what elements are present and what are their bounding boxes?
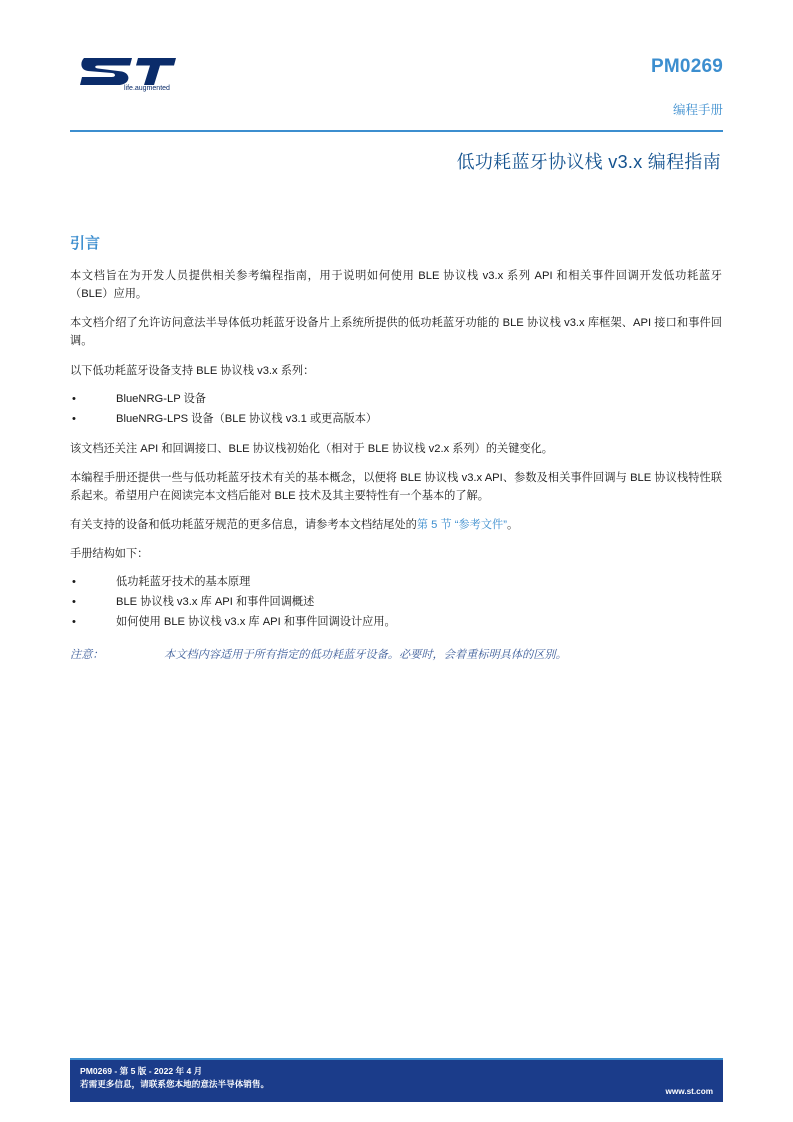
manual-structure-list bbox=[70, 574, 722, 632]
note-label: 注意： bbox=[70, 649, 104, 662]
supported-device-list bbox=[70, 391, 722, 429]
structure-intro: 手册结构如下： bbox=[70, 548, 149, 561]
page-footer bbox=[70, 1060, 723, 1102]
intro-paragraph-3: 以下低功耗蓝牙设备支持 BLE 协议栈 v3.x 系列： bbox=[70, 364, 315, 377]
header-divider bbox=[70, 130, 723, 132]
list-item: • BlueNRG-LPS 设备（BLE 协议栈 v3.1 或更高版本） bbox=[70, 411, 722, 429]
intro-paragraph-4: 该文档还关注 API 和回调接口、BLE 协议栈初始化（相对于 BLE 协议栈 v2.x 系列）的关键变化。 bbox=[70, 442, 553, 455]
intro-paragraph-1: 本文档旨在为开发人员提供相关参考编程指南，用于说明如何使用 BLE 协议栈 v3.x 系列 API 和相关事件回调开发低功耗蓝牙（BLE）应用。 bbox=[70, 270, 722, 301]
reference-section-link[interactable]: 第 5 节 “参考文件” bbox=[416, 518, 507, 531]
svg-text:life.augmented: life.augmented bbox=[124, 85, 170, 92]
reference-suffix: 。 bbox=[506, 518, 519, 531]
reference-paragraph bbox=[70, 516, 722, 534]
document-type: 编程手册 bbox=[672, 103, 723, 117]
footer-doc-ref: PM0269 - 第 5 版 - 2022 年 4 月 bbox=[80, 1066, 203, 1076]
page-header bbox=[70, 42, 723, 128]
document-body bbox=[70, 232, 722, 662]
st-logo bbox=[78, 52, 208, 92]
intro-paragraph-5: 本编程手册还提供一些与低功耗蓝牙技术有关的基本概念，以便将 BLE 协议栈 v3.x API、参数及相关事件回调与 BLE 协议栈特性联系起来。希望用户在阅读完本文档后能对 BLE 技术及其主要特性有一个基本的了解。 bbox=[70, 471, 722, 502]
footer-website-link[interactable]: www.st.com bbox=[665, 1087, 713, 1096]
footer-text bbox=[80, 1065, 269, 1092]
reference-prefix: 有关支持的设备和低功耗蓝牙规范的更多信息，请参考本文档结尾处的 bbox=[70, 518, 417, 531]
note-text: 本文档内容适用于所有指定的低功耗蓝牙设备。必要时，会着重标明具体的区别。 bbox=[164, 649, 567, 662]
page-title: 低功耗蓝牙协议栈 v3.x 编程指南 bbox=[456, 152, 721, 172]
note-block bbox=[70, 646, 722, 662]
list-item: • 如何使用 BLE 协议栈 v3.x 库 API 和事件回调设计应用。 bbox=[70, 614, 722, 632]
list-item: • 低功耗蓝牙技术的基本原理 bbox=[70, 574, 722, 592]
document-id: PM0269 bbox=[651, 56, 723, 77]
intro-paragraph-2: 本文档介绍了允许访问意法半导体低功耗蓝牙设备片上系统所提供的低功耗蓝牙功能的 BLE 协议栈 v3.x 库框架、API 接口和事件回调。 bbox=[70, 317, 722, 348]
section-heading-intro: 引言 bbox=[70, 235, 101, 252]
list-item: • BLE 协议栈 v3.x 库 API 和事件回调概述 bbox=[70, 594, 722, 612]
list-item: • BlueNRG-LP 设备 bbox=[70, 391, 722, 409]
footer-contact: 若需更多信息，请联系您本地的意法半导体销售。 bbox=[80, 1079, 270, 1090]
